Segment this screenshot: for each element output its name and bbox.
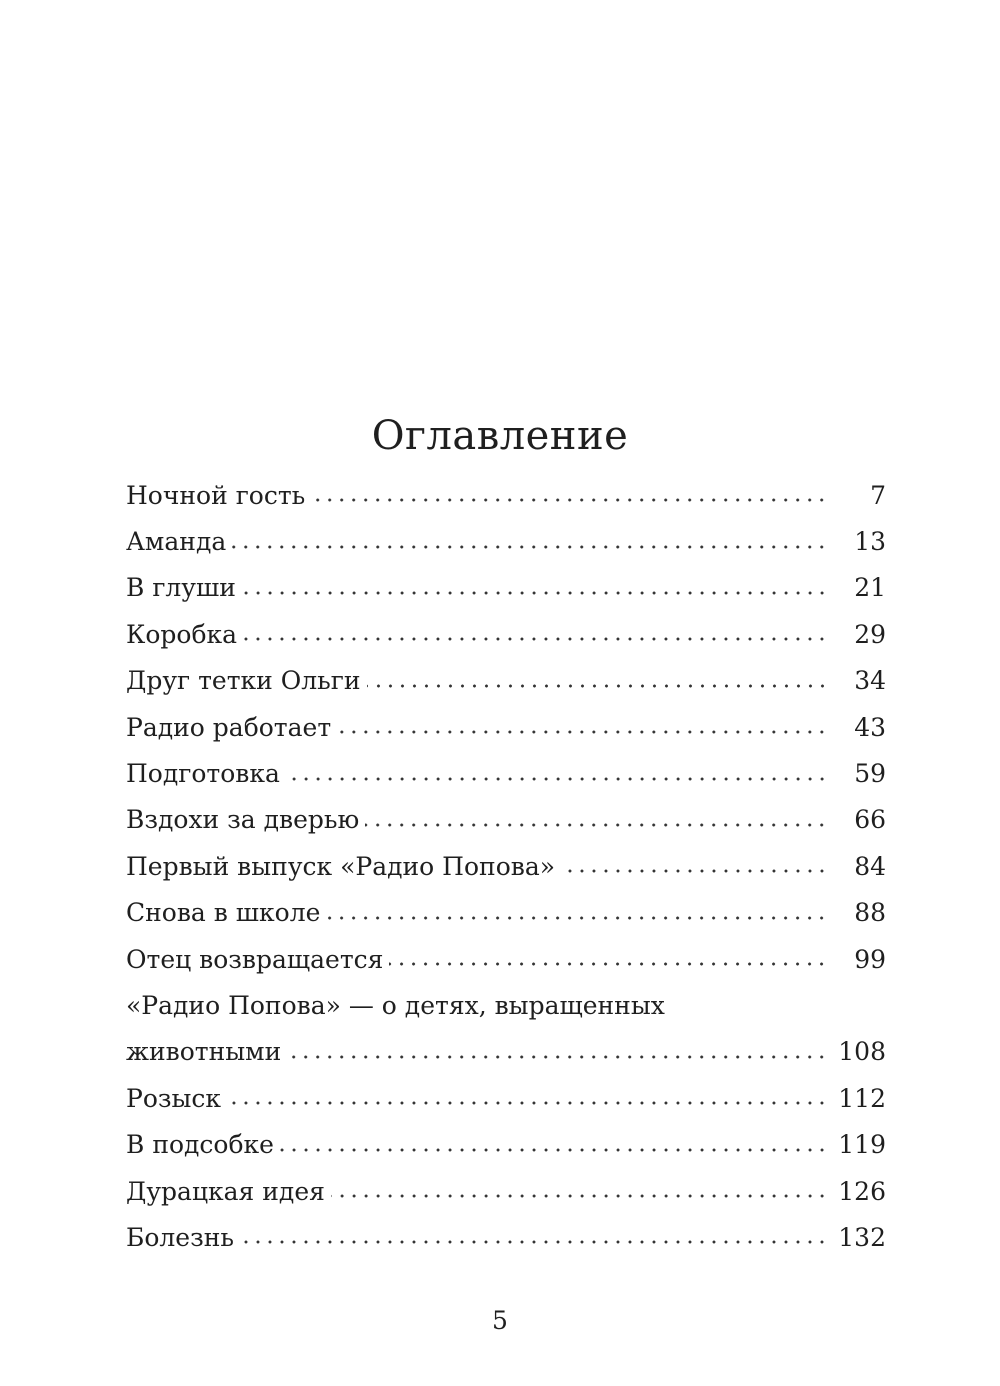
toc-entry-title: «Радио Попова» — о детях, выращенных [126,990,665,1020]
toc-entry [126,472,886,518]
toc-dot-leader [280,1148,828,1152]
toc-dot-leader [326,916,828,920]
toc-dot-leader [227,1101,828,1105]
toc-entry-page: 66 [854,805,886,835]
toc-entry [126,565,886,611]
toc-dot-leader [389,962,828,966]
toc-entry [126,704,886,750]
toc-entry-title: В глуши [126,573,236,603]
toc-entry-page: 119 [838,1130,886,1160]
toc-entry-page: 126 [838,1176,886,1206]
toc-entry [126,658,886,704]
toc-entry [126,1075,886,1121]
toc-dot-leader [242,591,828,595]
toc-entry-page: 29 [854,619,886,649]
toc-entry [126,890,886,936]
toc-entry-title-continuation: животными [126,1037,282,1067]
toc-entry [126,1168,886,1214]
toc-entry-title: Аманда [126,527,227,557]
toc-dot-leader [367,684,828,688]
toc-entry-title: Ночной гость [126,480,306,510]
toc-dot-leader [561,869,828,873]
toc-entry-line-2 [126,1029,886,1075]
page-title: Оглавление [371,412,629,459]
toc-entry-title: Первый выпуск «Радио Попова» [126,851,556,881]
toc-entry-title: Подготовка [126,759,280,789]
toc-dot-leader [286,777,828,781]
toc-entry-title: В подсобке [126,1130,274,1160]
toc-entry-page: 88 [854,898,886,928]
toc-entry-title: Розыск [126,1083,222,1113]
toc-entry [126,518,886,564]
toc-entry [126,797,886,843]
toc-dot-leader [243,637,828,641]
toc-entry-page: 84 [854,851,886,881]
toc-dot-leader [337,730,828,734]
toc-entry-title: Коробка [126,619,238,649]
toc-entry-page: 43 [854,712,886,742]
toc-entry-page: 7 [870,480,886,510]
toc-entry-page: 108 [838,1037,886,1067]
toc-entry-page: 132 [838,1222,886,1252]
toc-entry-page: 34 [854,666,886,696]
page-number: 5 [492,1306,508,1335]
toc-entry-title: Дурацкая идея [126,1176,325,1206]
toc-entry [126,843,886,889]
toc-entry-page: 13 [854,527,886,557]
toc-entry [126,1214,886,1260]
toc-dot-leader [240,1240,828,1244]
toc-dot-leader [232,545,828,549]
toc-entry-title: Снова в школе [126,898,321,928]
toc-entry-page: 59 [854,759,886,789]
toc-entry-title: Друг тетки Ольги [126,666,361,696]
toc-entry [126,611,886,657]
toc-entry-title: Радио работает [126,712,332,742]
toc-entry [126,1121,886,1167]
toc-entry-title: Отец возвращается [126,944,384,974]
toc-entry-title: Болезнь [126,1222,235,1252]
toc-entry-line-1 [126,982,886,1028]
table-of-contents [126,472,886,1261]
toc-entry-page: 99 [854,944,886,974]
toc-entry-page: 21 [854,573,886,603]
toc-entry-title: Вздохи за дверью [126,805,360,835]
toc-entry [126,936,886,982]
toc-entry-page: 112 [838,1083,886,1113]
toc-dot-leader [365,823,828,827]
toc-dot-leader [311,498,828,502]
toc-dot-leader [287,1055,828,1059]
toc-dot-leader [331,1194,828,1198]
toc-entry [126,750,886,796]
